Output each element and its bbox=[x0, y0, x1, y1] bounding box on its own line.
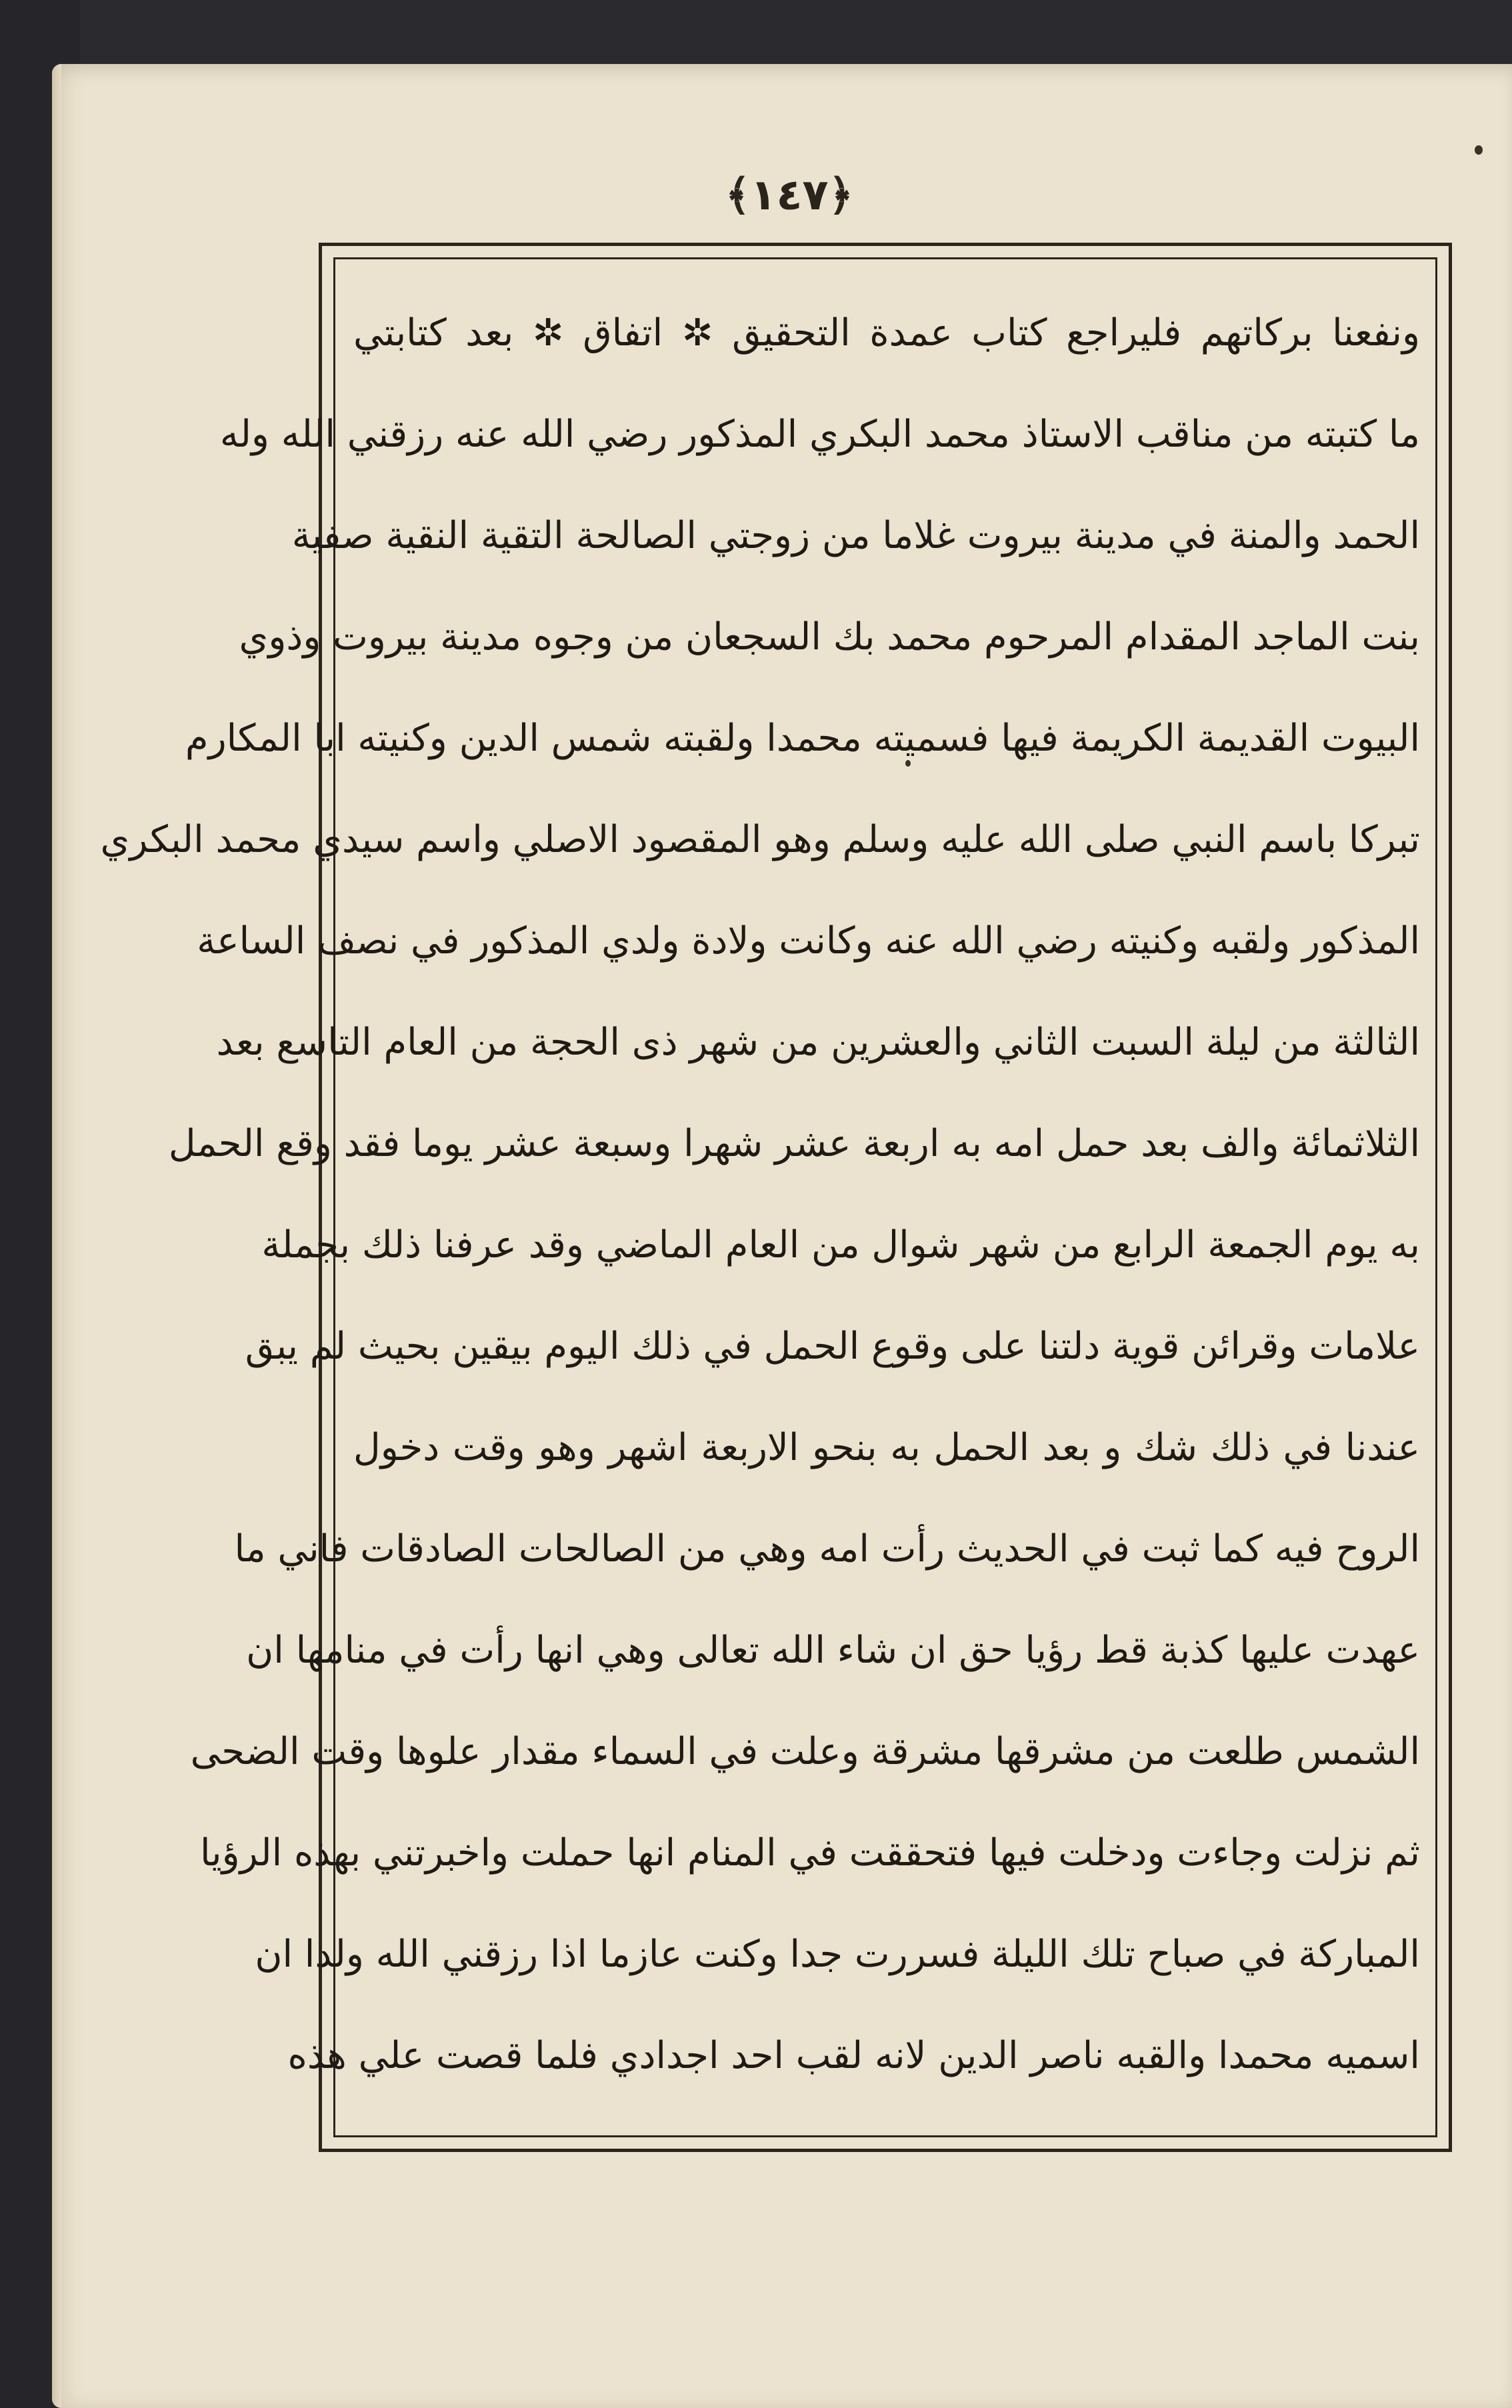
text-line-4: بنت الماجد المقدام المرحوم محمد بك السجعان من وجوه مدينة بيروت وذوي bbox=[239, 615, 1420, 659]
text-line-5: البيوت القديمة الكريمة فيها فسميته محمدا ولقبته شمس الدين وكنيته ابا المكارم bbox=[185, 717, 1420, 760]
text-line-6: تبركا باسم النبي صلى الله عليه وسلم وهو المقصود الاصلي واسم سيدي محمد البكري bbox=[100, 818, 1420, 861]
text-line-8: الثالثة من ليلة السبت الثاني والعشرين من شهر ذى الحجة من العام التاسع بعد bbox=[216, 1021, 1420, 1064]
page-number: ﴿١٤٧﴾ bbox=[725, 171, 854, 220]
text-line-7: المذكور ولقبه وكنيته رضي الله عنه وكانت ولادة ولدي المذكور في نصف الساعة bbox=[197, 919, 1420, 963]
text-line-15: الشمس طلعت من مشرقها مشرقة وعلت في السماء مقدار علوها وقت الضحى bbox=[190, 1730, 1420, 1773]
text-line-13: الروح فيه كما ثبت في الحديث رأت امه وهي من الصالحات الصادقات فاني ما bbox=[234, 1527, 1420, 1571]
text-line-2: ما كتبته من مناقب الاستاذ محمد البكري المذكور رضي الله عنه رزقني الله وله bbox=[219, 413, 1420, 456]
text-line-14: عهدت عليها كذبة قط رؤيا حق ان شاء الله تعالى وهي انها رأت في منامها ان bbox=[246, 1629, 1420, 1672]
text-line-10: به يوم الجمعة الرابع من شهر شوال من العام الماضي وقد عرفنا ذلك بجملة bbox=[261, 1223, 1420, 1267]
text-line-12: عندنا في ذلك شك و بعد الحمل به بنحو الاربعة اشهر وهو وقت دخول bbox=[353, 1426, 1420, 1469]
text-line-9: الثلاثمائة والف بعد حمل امه به اربعة عشر شهرا وسبعة عشر يوما فقد وقع الحمل bbox=[168, 1122, 1420, 1165]
text-line-1: ونفعنا بركاتهم فليراجع كتاب عمدة التحقيق ✲ اتفاق ✲ بعد كتابتي bbox=[353, 311, 1420, 355]
page-gutter-edge bbox=[52, 64, 61, 2408]
arabic-text-block bbox=[100, 293, 1420, 2120]
text-line-17: المباركة في صباح تلك الليلة فسررت جدا وكنت عازما اذا رزقني الله ولدا ان bbox=[255, 1933, 1420, 1976]
text-line-18: اسميه محمدا والقبه ناصر الدين لانه لقب احد اجدادي فلما قصت علي هذه bbox=[287, 2034, 1420, 2077]
text-line-16: ثم نزلت وجاءت ودخلت فيها فتحققت في المنام انها حملت واخبرتني بهذه الرؤيا bbox=[199, 1831, 1420, 1875]
text-line-11: علامات وقرائن قوية دلتنا على وقوع الحمل في ذلك اليوم بيقين بحيث لم يبق bbox=[245, 1325, 1420, 1368]
ink-speck bbox=[1475, 145, 1483, 155]
text-line-3: الحمد والمنة في مدينة بيروت غلاما من زوجتي الصالحة التقية النقية صفية bbox=[291, 514, 1420, 557]
